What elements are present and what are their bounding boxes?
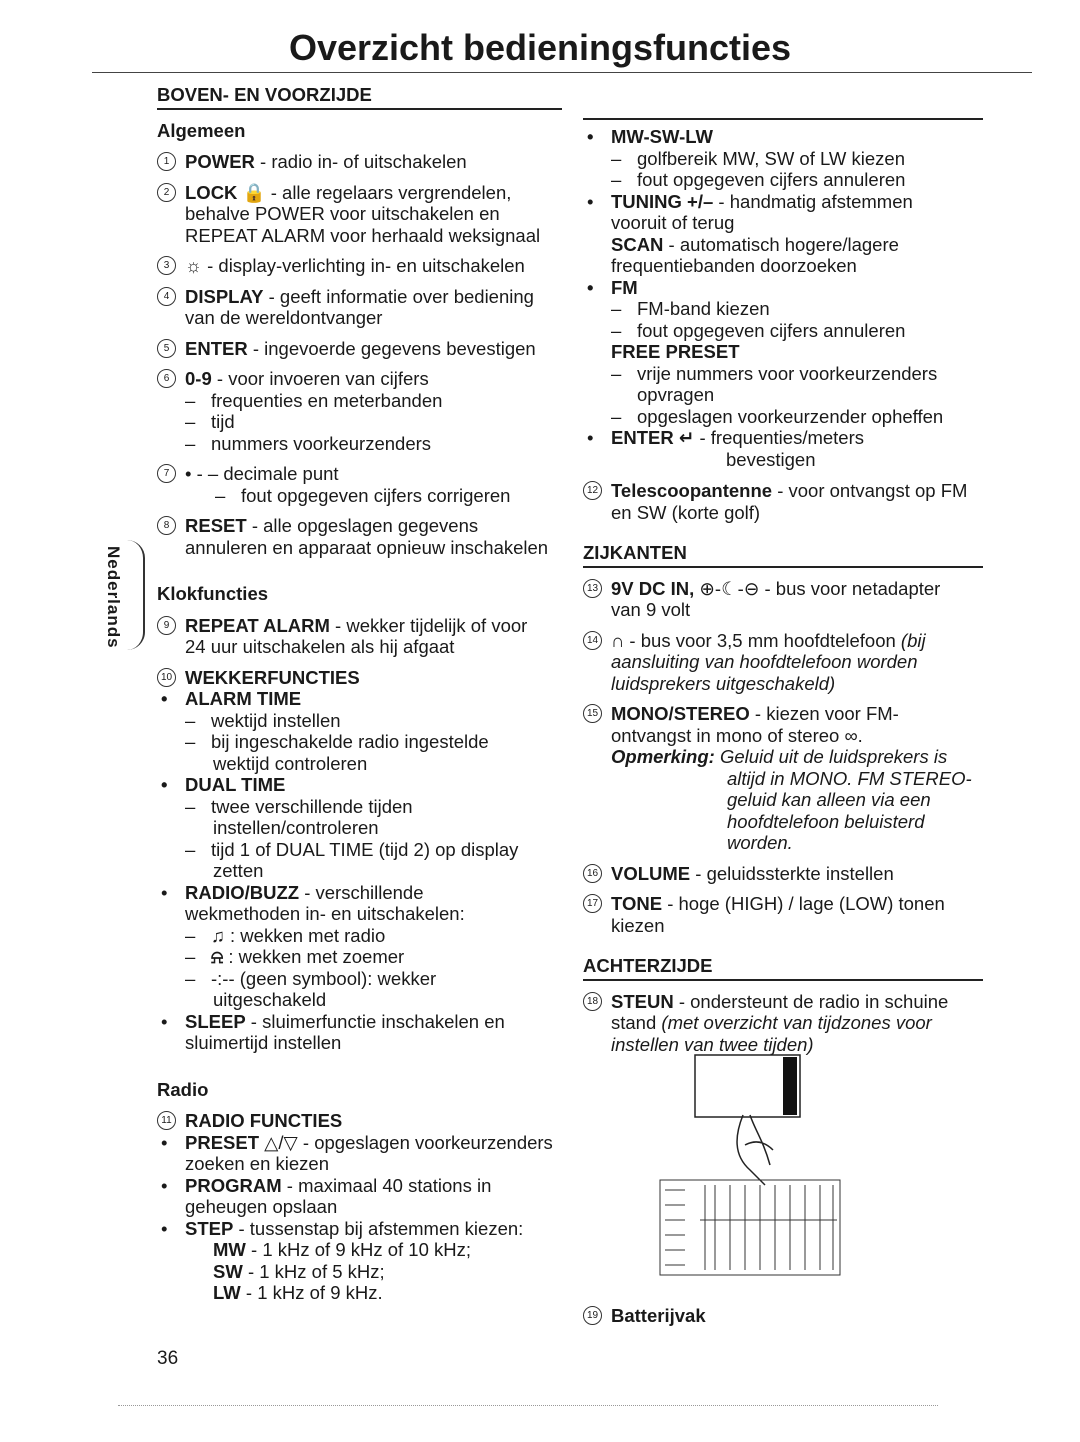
item-text: - ingevoerde gegevens bevestigen [247,337,536,359]
number-badge: 9 [157,616,176,635]
item-text: : wekken met radio [224,924,386,946]
sub-item: – twee verschillende tijden [185,796,562,818]
note-line: geluid kan alleen via een [727,789,931,810]
number-badge: 15 [583,704,602,723]
step-sw [185,1261,562,1283]
item-7 [157,463,562,506]
item-8 [157,515,562,558]
item-text: - frequenties/meters [694,427,864,448]
note-text: Geluid uit de luidsprekers is [714,746,948,767]
bullet-radio-buzz [157,882,562,904]
number-badge: 11 [157,1111,176,1130]
item-text: - geeft informatie over bediening [263,285,534,307]
item-label: PROGRAM [185,1174,282,1196]
note [611,746,983,768]
item-label: SCAN [611,233,664,255]
sub-item-continued: opvragen [637,384,715,405]
item-text-line: kiezen [611,914,665,936]
free-preset-label: FREE PRESET [611,341,740,362]
item-9 [157,615,562,658]
item-text-line: stand [611,1012,662,1033]
item-6 [157,368,562,454]
item-14 [583,630,983,695]
step-mw [185,1239,562,1261]
item-2 [157,182,562,247]
item-label: ENTER ↵ [611,427,695,448]
sub-item: – nummers voorkeurzenders [185,433,562,455]
item-5 [157,338,562,360]
bullet-sleep [157,1011,562,1033]
scan-artifact-line [118,1405,938,1406]
number-badge: 5 [157,339,176,358]
item-text-line: zoeken en kiezen [185,1153,329,1174]
number-badge: 1 [157,152,176,171]
sub-item: – fout opgegeven cijfers annuleren [611,169,983,191]
sub-item-continued: wektijd controleren [213,752,368,774]
subheading-klokfuncties: Klokfuncties [157,583,269,604]
item-1 [157,151,562,173]
item-text: - wekker tijdelijk of voor [329,614,528,636]
number-badge: 19 [583,1306,602,1325]
item-text-line: frequentiebanden doorzoeken [611,255,857,276]
light-icon: ☼ [185,255,202,276]
item-text: - kiezen voor FM- [749,703,899,724]
section-heading-zijkanten: ZIJKANTEN [583,542,983,568]
item-text-line: 24 uur uitschakelen als hij afgaat [185,636,455,657]
item-12 [583,480,983,523]
bullet-mw-sw-lw: • MW-SW-LW [583,126,983,148]
item-text: - sluimerfunctie inschakelen en [245,1010,505,1032]
item-label: SW [213,1260,243,1282]
sub-item: – opgeslagen voorkeurzender opheffen [611,406,983,428]
item-note: (met overzicht van tijdzones voor instellen van twee tijden) [611,1012,932,1055]
stand-edge [783,1057,797,1115]
item-label: ENTER [185,337,248,359]
item-text-line: ontvangst in mono of stereo ∞. [611,724,863,746]
item-label: LOCK 🔒 [185,181,266,203]
sub-item [185,925,562,947]
left-column [157,84,562,1313]
number-badge: 13 [583,579,602,598]
sub-item: – wektijd instellen [185,710,562,732]
item-text-line: geheugen opslaan [185,1196,338,1217]
item-text: - voor ontvangst op FM [772,480,968,501]
number-badge: 8 [157,516,176,535]
item-10 [157,667,562,1054]
item-text-line: REPEAT ALARM voor herhaald weksignaal [185,224,541,246]
number-badge: 7 [157,464,176,483]
step-lw [185,1282,562,1304]
sub-item [185,946,562,968]
item-label: PRESET [185,1131,260,1153]
number-badge: 6 [157,369,176,388]
item-19 [583,1305,911,1327]
item-label: Batterijvak [611,1305,706,1326]
section-heading-achterzijde: ACHTERZIJDE [583,955,983,981]
note-line: hoofdtelefoon beluisterd [727,810,925,832]
item-text: - maximaal 40 stations in [281,1174,492,1196]
item-label: MW [213,1239,246,1260]
page-number: 36 [157,1348,179,1369]
item-text-line: vooruit of terug [611,212,735,233]
note-line: worden. [727,832,793,853]
item-text: - ondersteunt de radio in schuine [673,990,949,1012]
sub-item: – golfbereik MW, SW of LW kiezen [611,148,983,170]
item-text-line: behalve POWER voor uitschakelen en [185,203,500,224]
item-text-line: wekmethoden in- en uitschakelen: [185,903,465,924]
item-text: - handmatig afstemmen [713,190,913,212]
bullet-tuning [583,191,983,213]
item-label: LW [213,1282,241,1303]
item-label: WEKKERFUNCTIES [185,666,360,688]
sub-item: – FM-band kiezen [611,298,983,320]
bullet-program [157,1175,562,1197]
column-rule [583,118,983,120]
note-label: Opmerking: [611,746,715,767]
section-heading-boven-voorzijde: BOVEN- EN VOORZIJDE [157,84,562,110]
bullet-alarm-time: • ALARM TIME [157,688,562,710]
subheading-algemeen: Algemeen [157,119,246,141]
item-text: (geen symbool): wekker [234,967,437,989]
bullet-fm: • FM [583,277,983,299]
item-label: STEUN [611,990,674,1012]
number-badge: 2 [157,183,176,202]
item-label: 0-9 [185,368,212,389]
item-text: - geluidssterkte instellen [690,862,894,884]
item-3 [157,255,562,277]
item-text: - opgeslagen voorkeurzenders [297,1131,553,1153]
item-text: - alle opgeslagen gegevens [246,515,479,536]
item-text-line: van 9 volt [611,599,691,620]
item-text: - voor invoeren van cijfers [211,368,429,389]
item-4 [157,286,562,329]
item-label: RADIO/BUZZ [185,881,300,903]
hand-drawing [737,1115,773,1185]
number-badge: 18 [583,992,602,1011]
note-line: altijd in MONO. FM STEREO- [727,767,972,789]
number-badge: 3 [157,256,176,275]
item-label: DISPLAY [185,285,264,307]
sub-item: – bij ingeschakelde radio ingestelde [185,731,562,753]
sub-item-continued: zetten [213,860,264,881]
number-badge: 4 [157,287,176,306]
item-label: REPEAT ALARM [185,614,330,636]
item-label: Telescoopantenne [611,480,773,501]
item-text: decimale punt [218,463,339,484]
number-badge: 16 [583,864,602,883]
item-text-line: en SW (korte golf) [611,501,761,523]
sub-item-continued: instellen/controleren [213,817,379,838]
item-text: - verschillende [299,881,424,903]
item-text: - hoge (HIGH) / lage (LOW) tonen [662,893,945,914]
item-label: POWER [185,151,255,172]
item-17 [583,893,983,936]
item-16 [583,863,983,885]
item-label: RADIO FUNCTIES [185,1110,343,1131]
buzzer-alarm-icon: ⍾ [211,946,224,967]
item-text-line: bevestigen [726,448,816,470]
item-11 [157,1110,562,1304]
item-text-line: annuleren en apparaat opnieuw inschakelen [185,536,549,558]
up-down-arrows-icon: △/▽ [259,1131,298,1153]
sub-item-continued: uitgeschakeld [213,989,327,1010]
item-13 [583,578,983,621]
item-label: 9V DC IN, [611,577,695,599]
number-badge: 12 [583,481,602,500]
bullet-preset [157,1132,562,1154]
item-text: - tussenstap bij afstemmen kiezen: [233,1217,524,1239]
no-symbol-text: -:-- [211,967,235,989]
radio-back-illustration [655,1045,845,1285]
number-badge: 14 [583,631,602,650]
item-text: - bus voor 3,5 mm hoofdtelefoon [624,629,901,651]
battery-compartment [660,1180,840,1275]
headphone-icon: ∩ [611,629,625,651]
item-text: - 1 kHz of 9 kHz of 10 kHz; [245,1239,472,1260]
polarity-icon: ⊕-☾-⊖ [694,577,760,599]
right-column [583,118,983,1064]
item-note: (bij aansluiting van hoofdtelefoon worden luidsprekers uitgeschakeld) [611,629,926,694]
item-text: - alle regelaars vergrendelen, [265,181,512,203]
item-text: - display-verlichting in- en uitschakelen [201,255,525,276]
sub-item [185,968,562,990]
sub-item: – frequenties en meterbanden [185,390,562,412]
title-divider [92,72,1032,73]
radio-alarm-icon: ♫ [211,924,225,946]
item-label: TUNING +/– [611,190,714,212]
sub-item: – fout opgegeven cijfers corrigeren [185,485,562,507]
page-title: Overzicht bedieningsfuncties [288,27,792,68]
subheading-radio: Radio [157,1078,209,1100]
item-text: - 1 kHz of 5 kHz; [242,1260,385,1282]
item-15 [583,703,983,854]
bullet-dual-time: • DUAL TIME [157,774,562,796]
item-label: RESET [185,515,247,536]
sub-item: – tijd 1 of DUAL TIME (tijd 2) op display [185,839,562,861]
bullet-step [157,1218,562,1240]
scan-line [583,234,983,256]
sub-item: – tijd [185,411,562,433]
item-text: - 1 kHz of 9 kHz. [240,1282,383,1303]
item-label: SLEEP [185,1010,246,1032]
sub-item: – fout opgegeven cijfers annuleren [611,320,983,342]
item-text: - radio in- of uitschakelen [254,151,467,172]
item-label: MONO/STEREO [611,703,750,724]
item-text: - automatisch hogere/lagere [663,233,899,255]
item-text-line: van de wereldontvanger [185,307,383,328]
decimal-point-icon: • - – [185,463,219,484]
language-side-tab [93,540,145,650]
side-tab-label: Nederlands [104,546,123,649]
number-badge: 17 [583,894,602,913]
number-badge: 10 [157,668,176,687]
bullet-enter [583,427,983,449]
item-label: STEP [185,1217,234,1239]
sub-item: – vrije nummers voor voorkeurzenders [611,363,983,385]
item-text-line: sluimertijd instellen [185,1032,342,1053]
item-text: : wekken met zoemer [223,946,405,967]
item-label: TONE [611,893,663,914]
item-label: VOLUME [611,862,691,884]
item-text: - bus voor netadapter [759,577,941,599]
